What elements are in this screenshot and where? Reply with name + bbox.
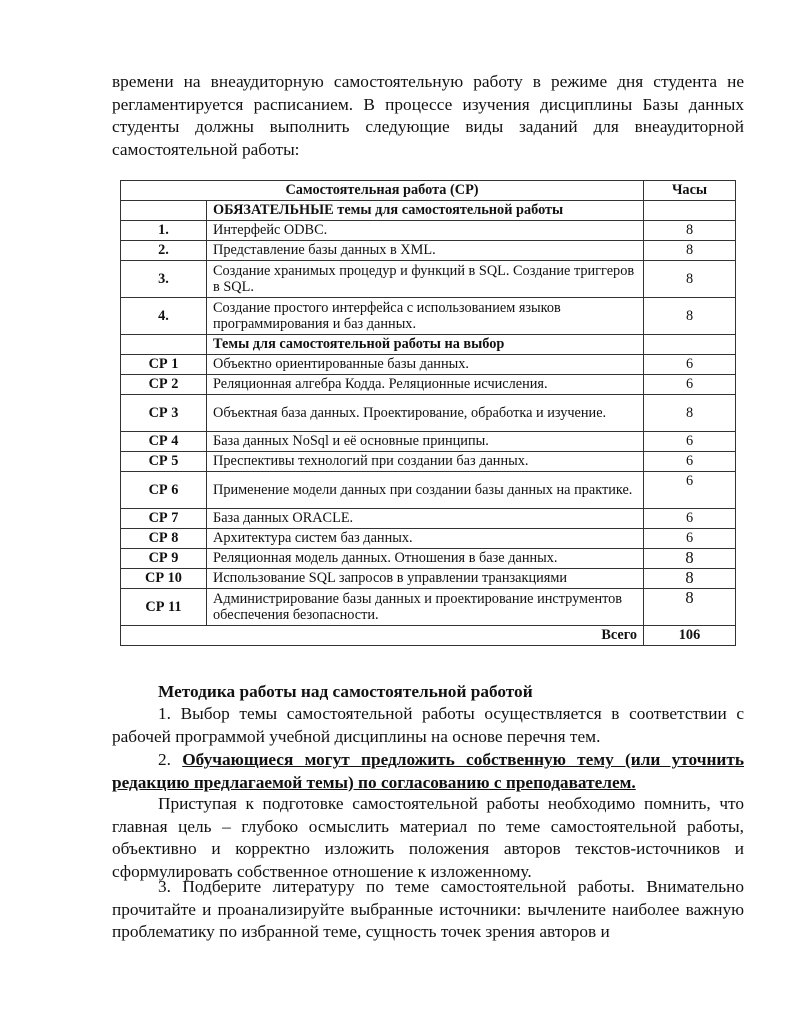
row-topic: Реляционная алгебра Кодда. Реляционные исчисления. [207, 375, 644, 395]
row-number: СР 10 [121, 569, 207, 589]
row-number: 4. [121, 298, 207, 335]
row-topic: Создание хранимых процедур и функций в SQL. Создание триггеров в SQL. [207, 261, 644, 298]
table-row [121, 221, 736, 241]
row-hours: 6 [644, 472, 736, 509]
paragraph-2-number: 2. [158, 750, 183, 769]
row-hours: 6 [644, 509, 736, 529]
row-hours: 8 [644, 261, 736, 298]
row-number: СР 4 [121, 432, 207, 452]
table-row [121, 509, 736, 529]
mandatory-section-row [121, 201, 736, 221]
row-hours: 6 [644, 355, 736, 375]
row-number: СР 6 [121, 472, 207, 509]
row-number: СР 9 [121, 549, 207, 569]
method-heading: Методика работы над самостоятельной работой [158, 682, 533, 701]
row-hours: 6 [644, 432, 736, 452]
row-topic: База данных NoSql и её основные принципы. [207, 432, 644, 452]
header-title-cell: Самостоятельная работа (СР) [121, 181, 644, 201]
table-row [121, 298, 736, 335]
row-hours: 8 [644, 298, 736, 335]
row-number: 3. [121, 261, 207, 298]
table-row [121, 375, 736, 395]
row-hours: 6 [644, 375, 736, 395]
table-row [121, 355, 736, 375]
table-header-row [121, 181, 736, 201]
row-topic: Архитектура систем баз данных. [207, 529, 644, 549]
row-topic: Интерфейс ODBC. [207, 221, 644, 241]
table-row [121, 529, 736, 549]
table-row [121, 241, 736, 261]
row-hours: 8 [644, 221, 736, 241]
table-row [121, 549, 736, 569]
row-hours: 6 [644, 452, 736, 472]
row-hours: 6 [644, 529, 736, 549]
row-hours: 8 [644, 549, 736, 569]
table-row [121, 261, 736, 298]
row-number: 1. [121, 221, 207, 241]
method-paragraph-4: 3. Подберите литературу по теме самостоятельной работы. Внимательно прочитайте и проанализируйте выбранные источники: вычлените наиболее важную проблематику по избранной теме, сущность точек зрения авторов и [112, 877, 744, 942]
row-topic: Представление базы данных в XML. [207, 241, 644, 261]
total-label: Всего [121, 626, 644, 646]
row-number: СР 7 [121, 509, 207, 529]
row-topic: База данных ORACLE. [207, 509, 644, 529]
table-row [121, 395, 736, 432]
empty-cell [121, 201, 207, 221]
total-value: 106 [644, 626, 736, 646]
row-number: 2. [121, 241, 207, 261]
table-row [121, 472, 736, 509]
row-topic: Применение модели данных при создании базы данных на практике. [207, 472, 644, 509]
row-topic: Создание простого интерфейса с использованием языков программирования и баз данных. [207, 298, 644, 335]
row-number: СР 2 [121, 375, 207, 395]
empty-cell [644, 201, 736, 221]
row-hours: 8 [644, 241, 736, 261]
row-number: СР 11 [121, 589, 207, 626]
empty-cell [121, 335, 207, 355]
elective-section-title: Темы для самостоятельной работы на выбор [207, 335, 644, 355]
method-paragraph-2 [112, 749, 744, 794]
row-topic: Реляционная модель данных. Отношения в базе данных. [207, 549, 644, 569]
elective-rows [121, 355, 736, 626]
mandatory-rows [121, 221, 736, 335]
row-hours: 8 [644, 589, 736, 626]
table-row [121, 432, 736, 452]
elective-section-row [121, 335, 736, 355]
mandatory-section-title: ОБЯЗАТЕЛЬНЫЕ темы для самостоятельной работы [207, 201, 644, 221]
row-number: СР 5 [121, 452, 207, 472]
table-row [121, 569, 736, 589]
paragraph-2-emphasis: Обучающиеся могут предложить собственную тему (или уточнить редакцию предлагаемой темы) по согласованию с преподавателем. [112, 750, 744, 792]
row-topic: Использование SQL запросов в управлении транзакциями [207, 569, 644, 589]
empty-cell [644, 335, 736, 355]
table-row [121, 589, 736, 626]
intro-paragraph: времени на внеаудиторную самостоятельную работу в режиме дня студента не регламентируется расписанием. В процессе изучения дисциплины Базы данных студенты должны выполнить следующие виды заданий для внеаудиторной самостоятельной работы: [112, 72, 744, 160]
row-topic: Объектно ориентированные базы данных. [207, 355, 644, 375]
row-topic: Администрирование базы данных и проектирование инструментов обеспечения безопасности. [207, 589, 644, 626]
method-paragraph-3: Приступая к подготовке самостоятельной работы необходимо помнить, что главная цель – глубоко осмыслить материал по теме самостоятельной работы, объективно и корректно изложить положения авторов текстов-источников и сформулировать собственное отношение к изложенному. [112, 794, 744, 882]
row-number: СР 1 [121, 355, 207, 375]
row-hours: 8 [644, 395, 736, 432]
row-hours: 8 [644, 569, 736, 589]
header-hours-cell: Часы [644, 181, 736, 201]
method-paragraph-1: 1. Выбор темы самостоятельной работы осуществляется в соответствии с рабочей программой учебной дисциплины на основе перечня тем. [112, 704, 744, 746]
row-number: СР 8 [121, 529, 207, 549]
independent-work-table [120, 180, 736, 646]
row-topic: Преспективы технологий при создании баз данных. [207, 452, 644, 472]
table-row [121, 452, 736, 472]
row-topic: Объектная база данных. Проектирование, обработка и изучение. [207, 395, 644, 432]
total-row [121, 626, 736, 646]
row-number: СР 3 [121, 395, 207, 432]
